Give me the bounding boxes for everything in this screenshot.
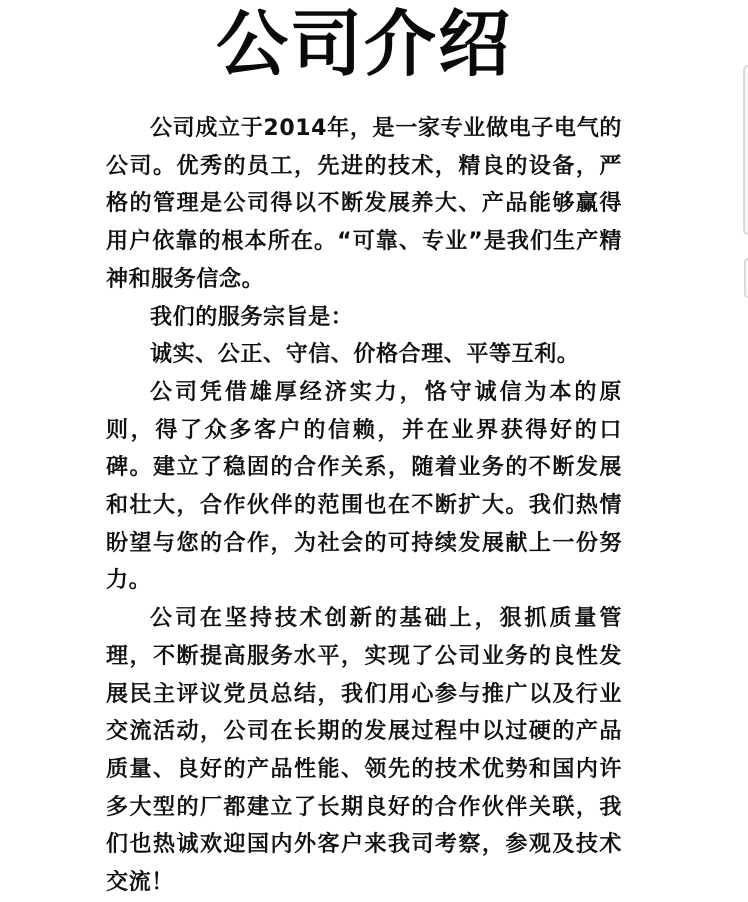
paragraph-service-principles: 诚实、公正、守信、价格合理、平等互利。: [150, 342, 580, 368]
right-edge-tab: [744, 258, 748, 298]
paragraph-intro: 公司成立于2014年，是一家专业做电子电气的公司。优秀的员工，先进的技术，精良的设备，严格的管理是公司得以不断发展养大、产品能够赢得用户依靠的根本所在。“可靠、专业”是我们生产精神和服务信念。: [106, 116, 622, 292]
right-edge-panel: [743, 65, 748, 235]
document-title: 公司介绍: [215, 2, 512, 86]
paragraph-innovation: 公司在坚持技术创新的基础上，狠抓质量管理，不断提高服务水平，实现了公司业务的良性发展民主评议党员总结，我们用心参与推广以及行业交流活动，公司在长期的发展过程中以过硬的产品质量、良好的产品性能、领先的技术优势和国内许多大型的厂都建立了长期良好的合作伙伴关联，我们也热诚欢迎国内外客户来我司考察，参观及技术交流！: [106, 606, 622, 896]
document-body: [106, 110, 622, 902]
paragraph-strength: 公司凭借雄厚经济实力，恪守诚信为本的原则，得了众多客户的信赖，并在业界获得好的口碑。建立了稳固的合作关系，随着业务的不断发展和壮大，合作伙伴的范围也在不断扩大。我们热情盼望与您的合作，为社会的可持续发展献上一份努力。: [106, 379, 622, 594]
paragraph-service-heading: 我们的服务宗旨是：: [150, 304, 354, 330]
